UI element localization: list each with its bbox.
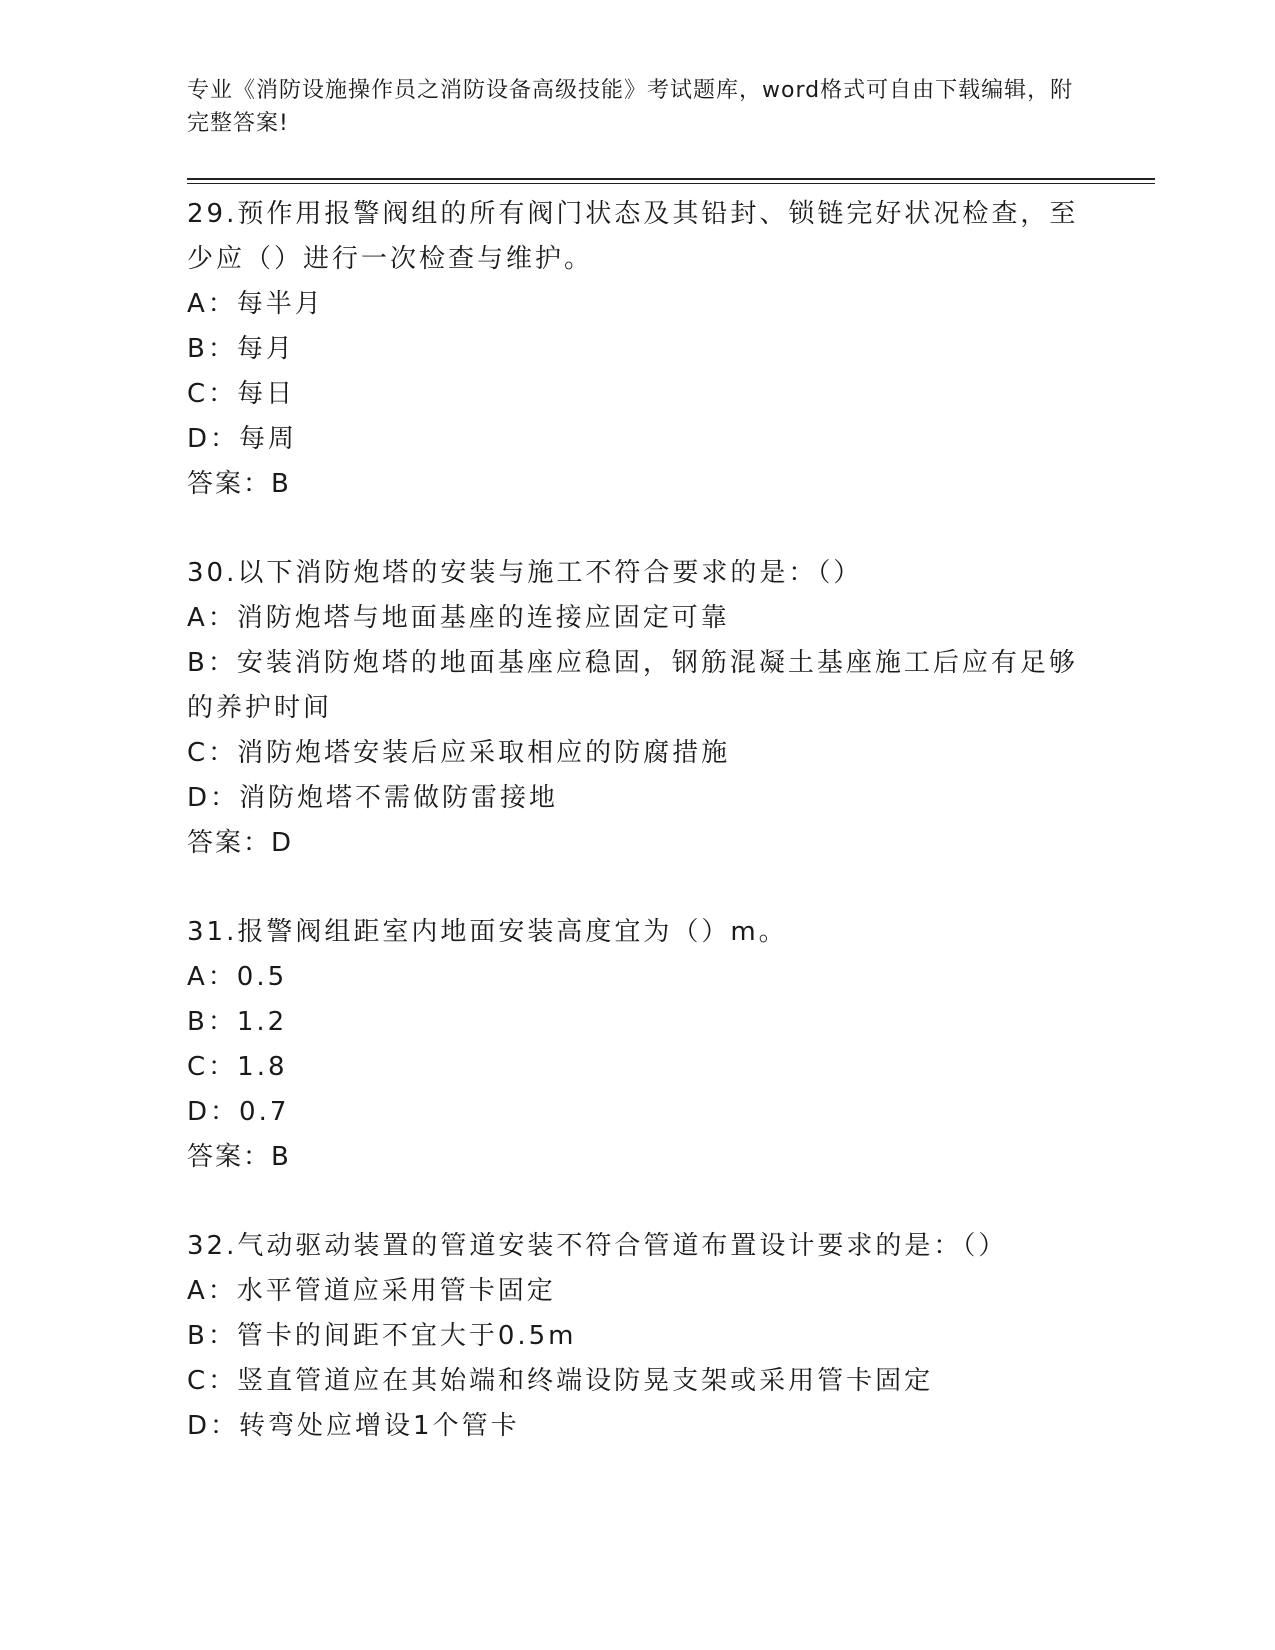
question-31 — [187, 910, 1087, 1180]
header-divider-thin — [187, 183, 1155, 184]
answer-line: 答案：D — [187, 828, 294, 858]
option-c: C：消防炮塔安装后应采取相应的防腐措施 — [187, 738, 731, 768]
option-a: A：0.5 — [187, 962, 288, 992]
option-c: C：1.8 — [187, 1052, 288, 1082]
question-stem: 31.报警阀组距室内地面安装高度宜为（）m。 — [187, 917, 788, 947]
header-divider-thick — [187, 178, 1155, 180]
option-d: D：转弯处应增设1个管卡 — [187, 1411, 520, 1441]
option-a: A：消防炮塔与地面基座的连接应固定可靠 — [187, 603, 730, 633]
option-a: A：每半月 — [187, 289, 324, 319]
option-d: D：0.7 — [187, 1097, 290, 1127]
question-list — [187, 192, 1087, 1493]
question-32 — [187, 1224, 1087, 1449]
question-stem: 32.气动驱动装置的管道安装不符合管道布置设计要求的是：（） — [187, 1231, 1008, 1261]
option-b: B：1.2 — [187, 1007, 288, 1037]
option-d: D：每周 — [187, 424, 298, 454]
question-30 — [187, 551, 1087, 866]
option-b: B：每月 — [187, 334, 295, 364]
question-29 — [187, 192, 1087, 507]
answer-line: 答案：B — [187, 1142, 291, 1172]
option-c: C：竖直管道应在其始端和终端设防晃支架或采用管卡固定 — [187, 1366, 934, 1396]
option-b: B：安装消防炮塔的地面基座应稳固，钢筋混凝土基座施工后应有足够的养护时间 — [187, 648, 1078, 723]
document-header: 专业《消防设施操作员之消防设备高级技能》考试题库，word格式可自由下载编辑，附完整答案! — [187, 78, 1074, 136]
option-c: C：每日 — [187, 379, 296, 409]
question-stem: 30.以下消防炮塔的安装与施工不符合要求的是：（） — [187, 558, 863, 588]
option-d: D：消防炮塔不需做防雷接地 — [187, 783, 559, 813]
option-a: A：水平管道应采用管卡固定 — [187, 1276, 556, 1306]
option-b: B：管卡的间距不宜大于0.5m — [187, 1321, 577, 1351]
answer-line: 答案：B — [187, 469, 291, 499]
question-stem: 29.预作用报警阀组的所有阀门状态及其铅封、锁链完好状况检查，至少应（）进行一次检查与维护。 — [187, 199, 1079, 274]
